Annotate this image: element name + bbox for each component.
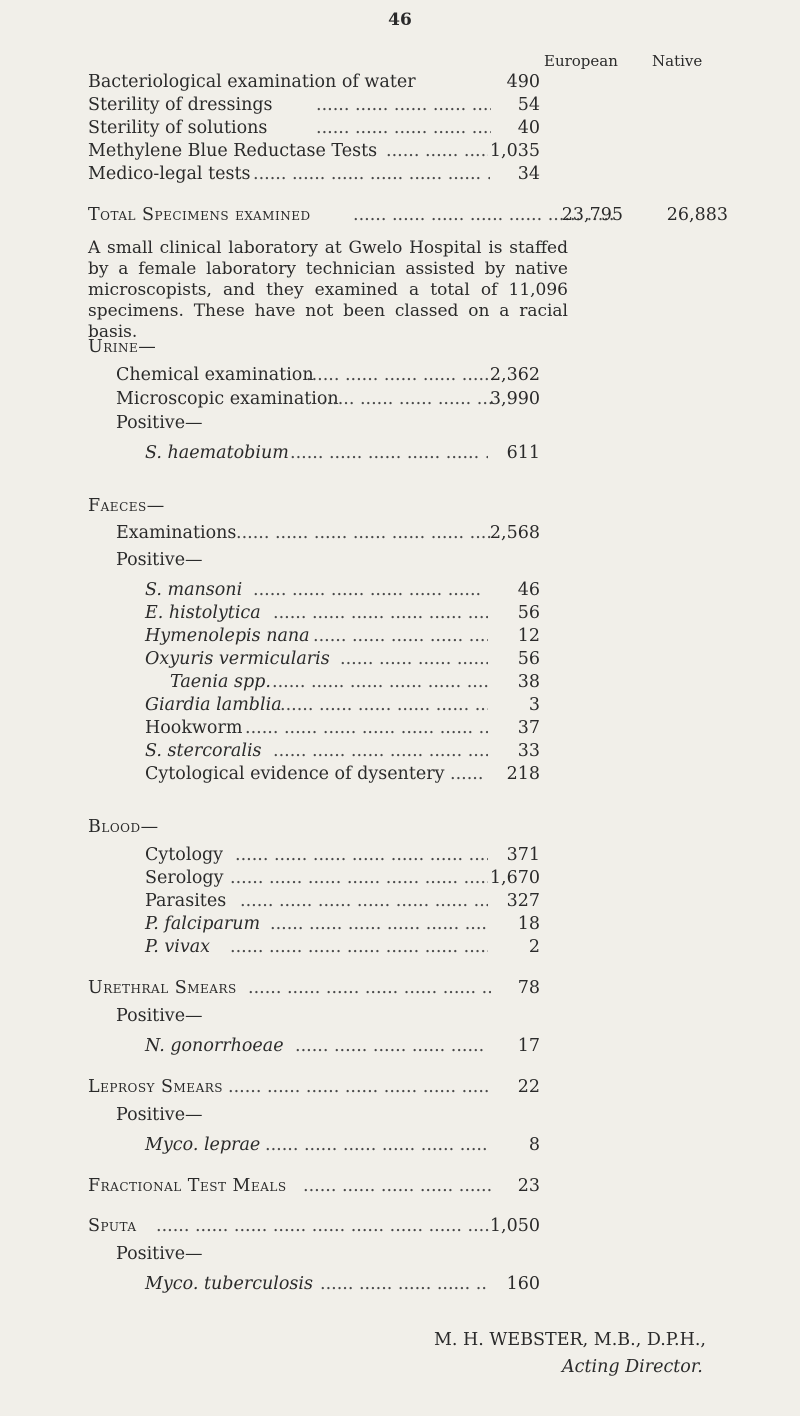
item-value: 218 xyxy=(506,764,540,784)
item-value: 371 xyxy=(506,845,540,865)
item-value: 56 xyxy=(517,649,540,669)
item-value: 2 xyxy=(528,937,540,957)
item-label: Myco. tuberculosis xyxy=(145,1274,313,1294)
list-item xyxy=(145,1272,540,1296)
column-header-european: European xyxy=(544,52,618,70)
list-item xyxy=(88,1075,540,1099)
section-heading-faeces: Faeces— xyxy=(88,496,165,516)
section-heading-blood: Blood— xyxy=(88,817,159,837)
item-value: 1,050 xyxy=(489,1216,540,1236)
item-label: Myco. leprae xyxy=(145,1135,261,1155)
list-item xyxy=(145,647,540,671)
list-item xyxy=(145,762,540,786)
total-row xyxy=(88,203,728,227)
list-item xyxy=(145,843,540,867)
list-item xyxy=(145,601,540,625)
item-value: 17 xyxy=(517,1036,540,1056)
item-label: S. haematobium xyxy=(145,443,289,463)
section-heading-sputa: Sputa xyxy=(88,1216,137,1236)
item-label: P. vivax xyxy=(145,937,211,957)
item-label: S. stercoralis xyxy=(145,741,262,761)
item-label: Giardia lamblia xyxy=(145,695,282,715)
section-heading-urethral: Urethral Smears xyxy=(88,978,237,998)
list-item xyxy=(116,363,540,387)
item-label: Cytological evidence of dysentery xyxy=(145,764,445,784)
item-value: 38 xyxy=(517,672,540,692)
section-heading-leprosy: Leprosy Smears xyxy=(88,1077,223,1097)
item-value: 8 xyxy=(528,1135,540,1155)
item-value: 611 xyxy=(506,443,540,463)
item-label: Sterility of dressings xyxy=(88,95,273,115)
item-value: 54 xyxy=(517,95,540,115)
item-value: 327 xyxy=(506,891,540,911)
item-label: Examinations xyxy=(116,523,237,543)
gwelo-paragraph: A small clinical laboratory at Gwelo Hospital is staffed by a female laboratory technician assisted by native microscopists, and they examined a total of 11,096 specimens. These have not been classed on a racial basis. xyxy=(88,238,568,342)
list-item xyxy=(145,441,540,465)
total-label: Total Specimens examined xyxy=(88,205,311,225)
item-label: Bacteriological examination of water xyxy=(88,72,416,92)
item-label: S. mansoni xyxy=(145,580,243,600)
list-item xyxy=(116,387,540,411)
item-label: Hookworm xyxy=(145,718,243,738)
item-value: 490 xyxy=(506,72,540,92)
list-item xyxy=(145,739,540,763)
list-item xyxy=(88,1174,540,1198)
signature-name: M. H. WEBSTER, M.B., D.P.H., xyxy=(434,1330,706,1350)
item-value: 22 xyxy=(517,1077,540,1097)
item-value: 3 xyxy=(528,695,540,715)
item-label: Taenia spp. xyxy=(170,672,271,692)
item-value: 46 xyxy=(517,580,540,600)
list-item xyxy=(88,162,540,186)
column-header-native: Native xyxy=(652,52,703,70)
list-item xyxy=(88,1214,540,1238)
list-item xyxy=(145,1133,540,1157)
list-item xyxy=(145,716,540,740)
positive-label: Positive— xyxy=(116,550,203,570)
item-label: P. falciparum xyxy=(145,914,261,934)
item-label: Microscopic examination xyxy=(116,389,339,409)
list-item xyxy=(116,521,540,545)
item-value: 12 xyxy=(517,626,540,646)
list-item xyxy=(145,693,540,717)
item-value: 1,670 xyxy=(489,868,540,888)
list-item xyxy=(145,1034,540,1058)
positive-label: Positive— xyxy=(116,1006,203,1026)
list-item xyxy=(88,70,540,94)
item-value: 2,568 xyxy=(489,523,540,543)
item-value: 34 xyxy=(517,164,540,184)
total-european: 23,795 xyxy=(561,205,623,225)
item-value: 78 xyxy=(517,978,540,998)
item-value: 1,035 xyxy=(489,141,540,161)
list-item xyxy=(88,976,540,1000)
item-label: Chemical examination xyxy=(116,365,314,385)
list-item xyxy=(145,912,540,936)
item-value: 2,362 xyxy=(489,365,540,385)
item-label: E. histolytica xyxy=(145,603,261,623)
item-label: Cytology xyxy=(145,845,224,865)
list-item xyxy=(145,624,540,648)
list-item xyxy=(145,935,540,959)
list-item xyxy=(88,93,540,117)
item-value: 37 xyxy=(517,718,540,738)
signature-title: Acting Director. xyxy=(562,1357,703,1377)
item-value: 18 xyxy=(517,914,540,934)
section-heading-urine: Urine— xyxy=(88,337,157,357)
list-item xyxy=(88,116,540,140)
positive-label: Positive— xyxy=(116,413,203,433)
positive-label: Positive— xyxy=(116,1244,203,1264)
list-item xyxy=(145,889,540,913)
item-value: 40 xyxy=(517,118,540,138)
item-value: 33 xyxy=(517,741,540,761)
item-label: Parasites xyxy=(145,891,227,911)
list-item xyxy=(170,670,540,694)
item-label: Hymenolepis nana xyxy=(145,626,310,646)
item-label: Sterility of solutions xyxy=(88,118,268,138)
item-label: Medico-legal tests xyxy=(88,164,251,184)
list-item xyxy=(145,578,540,602)
item-value: 3,990 xyxy=(489,389,540,409)
page-number: 46 xyxy=(388,10,412,30)
item-label: N. gonorrhoeae xyxy=(145,1036,284,1056)
item-label: Oxyuris vermicularis xyxy=(145,649,330,669)
positive-label: Positive— xyxy=(116,1105,203,1125)
item-value: 23 xyxy=(517,1176,540,1196)
total-native: 26,883 xyxy=(666,205,728,225)
list-item xyxy=(145,866,540,890)
item-value: 160 xyxy=(506,1274,540,1294)
item-value: 56 xyxy=(517,603,540,623)
item-label: Methylene Blue Reductase Tests xyxy=(88,141,378,161)
item-label: Serology xyxy=(145,868,224,888)
list-item xyxy=(88,139,540,163)
section-heading-fractional: Fractional Test Meals xyxy=(88,1176,287,1196)
